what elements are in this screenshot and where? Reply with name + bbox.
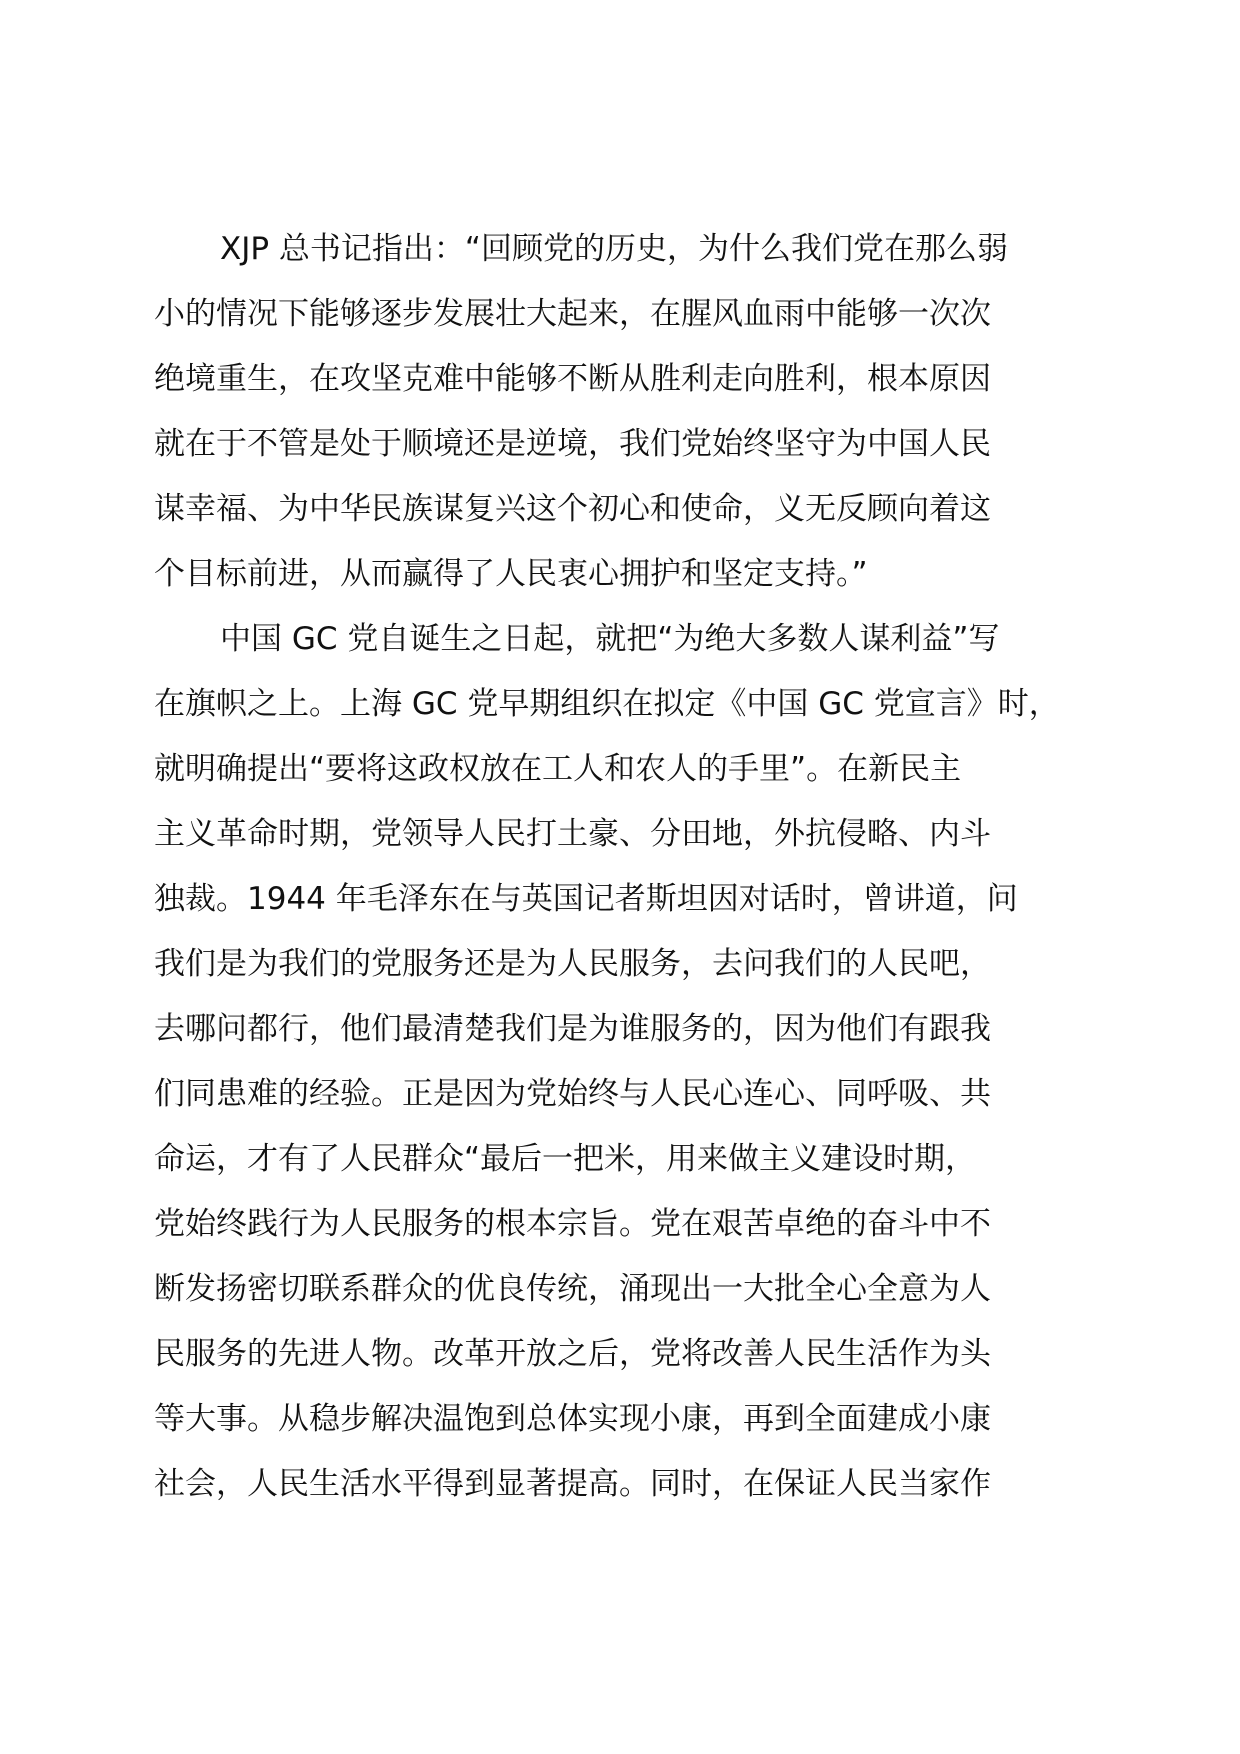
text-line: 独裁。1944 年毛泽东在与英国记者斯坦因对话时，曾讲道，问 [154,881,1018,917]
text-line: 个目标前进，从而赢得了人民衷心拥护和坚定支持。” [154,556,868,592]
text-line: 主义革命时期，党领导人民打土豪、分田地，外抗侵略、内斗 [154,816,991,852]
text-line: 断发扬密切联系群众的优良传统，涌现出一大批全心全意为人 [154,1271,991,1307]
text-line: 谋幸福、为中华民族谋复兴这个初心和使命，义无反顾向着这 [154,491,991,527]
body-text [154,217,1090,1517]
text-line: 社会，人民生活水平得到显著提高。同时，在保证人民当家作 [154,1466,991,1502]
paragraph-1 [154,217,1090,607]
text-line: 去哪问都行，他们最清楚我们是为谁服务的，因为他们有跟我 [154,1011,991,1047]
text-line: 中国 GC 党自诞生之日起，就把“为绝大多数人谋利益”写 [220,621,1000,657]
text-line: 们同患难的经验。正是因为党始终与人民心连心、同呼吸、共 [154,1076,991,1112]
text-line: 我们是为我们的党服务还是为人民服务，去问我们的人民吧， [154,946,991,982]
text-line: 等大事。从稳步解决温饱到总体实现小康，再到全面建成小康 [154,1401,991,1437]
text-line: 命运，才有了人民群众“最后一把米，用来做主义建设时期， [154,1141,977,1177]
text-line: 小的情况下能够逐步发展壮大起来，在腥风血雨中能够一次次 [154,296,991,332]
paragraph-2 [154,607,1090,1517]
text-line: 在旗帜之上。上海 GC 党早期组织在拟定《中国 GC 党宣言》时， [154,686,1060,722]
text-line: 就在于不管是处于顺境还是逆境，我们党始终坚守为中国人民 [154,426,991,462]
text-line: 民服务的先进人物。改革开放之后，党将改善人民生活作为头 [154,1336,991,1372]
text-line: XJP 总书记指出：“回顾党的历史，为什么我们党在那么弱 [220,231,1008,267]
text-line: 绝境重生，在攻坚克难中能够不断从胜利走向胜利，根本原因 [154,361,991,397]
text-line: 党始终践行为人民服务的根本宗旨。党在艰苦卓绝的奋斗中不 [154,1206,991,1242]
text-line: 就明确提出“要将这政权放在工人和农人的手里”。在新民主 [154,751,962,787]
